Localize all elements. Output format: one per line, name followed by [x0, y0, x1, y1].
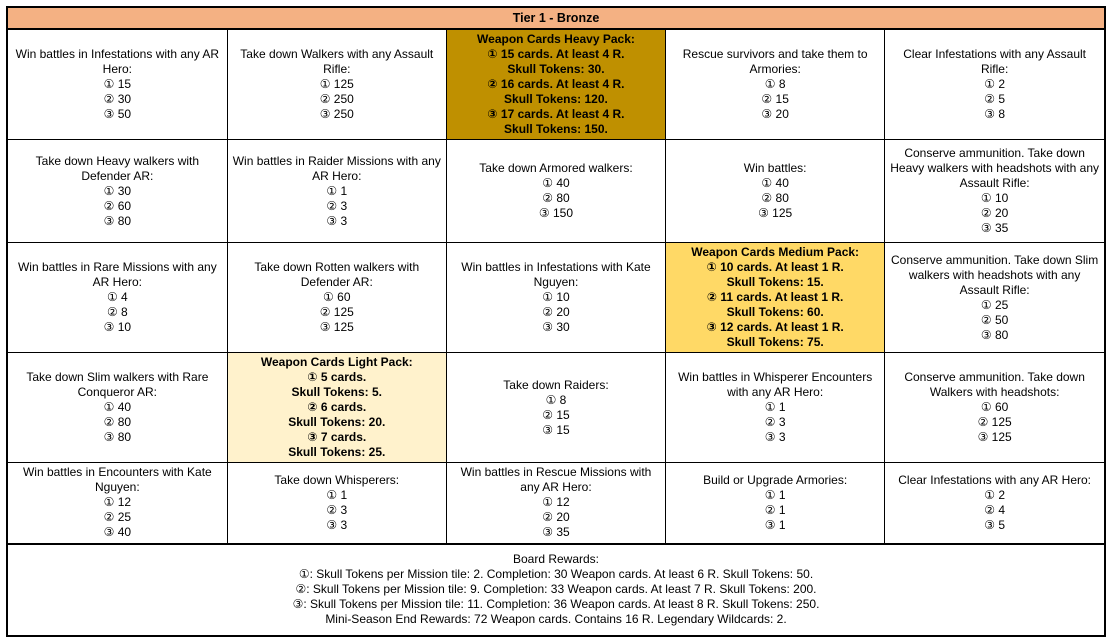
pack-reward-line: ③ 12 cards. At least 1 R.: [706, 320, 844, 334]
mission-reward-line: ① 8: [545, 392, 567, 407]
mission-reward-line: ① 2: [984, 487, 1005, 502]
board-reward-line-1: ①: Skull Tokens per Mission tile: 2. Completion: 30 Weapon cards. At least 6 R. Skull Tokens: 50.: [298, 566, 814, 581]
mission-reward-line: ③ 15: [542, 422, 570, 437]
mission-description: Win battles in Raider Missions with any AR Hero:: [232, 153, 441, 183]
mission-reward-line: ① 60: [323, 290, 351, 304]
mission-reward-line: ② 15: [542, 407, 570, 422]
mission-reward-line: ② 15: [761, 92, 789, 106]
mission-reward-line: ① 1: [326, 487, 348, 502]
mission-tile: [227, 243, 446, 353]
mission-reward-line: ① 125: [319, 77, 354, 91]
pack-reward-line: ② 16 cards. At least 4 R.: [487, 77, 625, 91]
mission-reward-line: ② 20: [980, 206, 1009, 220]
mission-reward-line: ① 12: [103, 495, 132, 510]
mission-reward-line: ③ 3: [764, 430, 786, 444]
pack-reward-line: Skull Tokens: 5.: [291, 385, 383, 399]
mission-grid-body: [8, 30, 1104, 543]
weapon-pack-tile-medium: [666, 243, 885, 353]
mission-reward-line: ② 60: [103, 198, 132, 213]
mission-reward-line: ① 2: [984, 77, 1005, 91]
mission-grid: [8, 30, 1104, 543]
pack-reward-line: ① 10 cards. At least 1 R.: [706, 260, 844, 274]
mission-reward-line: ② 30: [103, 92, 132, 106]
mission-description: Conserve ammunition. Take down Heavy walkers with headshots with any Assault Rifle:: [890, 146, 1099, 190]
mission-reward-line: ① 8: [764, 77, 786, 91]
weapon-pack-tile-light: [227, 353, 446, 463]
mission-description: Win battles in Whisperer Encounters with any AR Hero:: [678, 370, 873, 399]
mission-reward-line: ① 1: [764, 400, 786, 414]
mission-description: Take down Raiders:: [503, 377, 609, 392]
mission-reward-line: ① 40: [542, 176, 570, 190]
mission-tile: [8, 243, 227, 353]
mission-tile: [885, 30, 1104, 140]
mission-description: Clear Infestations with any Assault Rifle:: [903, 47, 1086, 76]
pack-reward-line: Skull Tokens: 120.: [504, 92, 608, 106]
mission-description: Take down Walkers with any Assault Rifle:: [240, 47, 434, 76]
mission-reward-line: ③ 3: [326, 213, 348, 228]
board-reward-line-3: ③: Skull Tokens per Mission tile: 11. Completion: 36 Weapon cards. At least 8 R. Skull Tokens: 250.: [292, 596, 820, 611]
mission-description: Win battles:: [743, 161, 807, 175]
mission-description: Conserve ammunition. Take down Walkers with headshots:: [904, 370, 1085, 399]
board-row: [8, 243, 1104, 353]
mission-description: Take down Heavy walkers with Defender AR:: [35, 153, 200, 183]
pack-reward-line: Skull Tokens: 75.: [726, 335, 824, 349]
mission-tile: [666, 30, 885, 140]
mission-description: Build or Upgrade Armories:: [703, 472, 848, 487]
mission-tile: [666, 140, 885, 243]
mission-reward-line: ③ 125: [977, 430, 1012, 444]
mission-reward-line: ① 30: [103, 183, 132, 198]
mission-tile: [885, 463, 1104, 543]
mission-board: [6, 6, 1106, 637]
mission-reward-line: ② 1: [764, 502, 786, 517]
mission-reward-line: ② 250: [319, 92, 354, 106]
mission-reward-line: ① 12: [542, 495, 570, 510]
mission-reward-line: ② 125: [319, 305, 354, 319]
pack-reward-line: ② 6 cards.: [307, 400, 367, 414]
mission-reward-line: ② 25: [103, 510, 132, 525]
mission-reward-line: ① 1: [764, 487, 786, 502]
mission-tile: [446, 353, 665, 463]
board-row: [8, 463, 1104, 543]
mission-reward-line: ③ 125: [319, 320, 354, 334]
board-reward-line-4: Mini-Season End Rewards: 72 Weapon cards. Contains 16 R. Legendary Wildcards: 2.: [325, 611, 787, 626]
mission-tile: [227, 463, 446, 543]
mission-reward-line: ③ 35: [980, 221, 1009, 235]
pack-reward-line: ① 5 cards.: [307, 370, 367, 384]
pack-reward-line: Skull Tokens: 30.: [507, 62, 605, 76]
mission-reward-line: ① 60: [980, 400, 1009, 414]
mission-tile: [227, 140, 446, 243]
mission-reward-line: ① 25: [980, 297, 1009, 312]
mission-reward-line: ① 15: [103, 77, 132, 91]
mission-reward-line: ② 80: [761, 191, 789, 205]
mission-reward-line: ③ 35: [542, 525, 570, 540]
mission-tile: [8, 30, 227, 140]
pack-title: Weapon Cards Heavy Pack:: [477, 32, 635, 46]
mission-description: Win battles in Rescue Missions with any AR Hero:: [460, 465, 652, 495]
mission-reward-line: ② 3: [326, 198, 348, 213]
mission-reward-line: ③ 5: [984, 517, 1005, 532]
board-rewards-title: Board Rewards:: [512, 551, 600, 566]
board-rewards-footer: [8, 543, 1104, 635]
mission-reward-line: ① 4: [106, 290, 128, 304]
board-row: [8, 353, 1104, 463]
mission-description: Conserve ammunition. Take down Slim walkers with headshots with any Assault Rifle:: [891, 252, 1099, 297]
mission-tile: [666, 353, 885, 463]
mission-description: Rescue survivors and take them to Armories:: [682, 47, 868, 76]
mission-description: Take down Rotten walkers with Defender AR:: [254, 260, 420, 289]
mission-reward-line: ② 50: [980, 312, 1009, 327]
pack-reward-line: Skull Tokens: 60.: [726, 305, 824, 319]
board-tier-header: Tier 1 - Bronze: [8, 8, 1104, 30]
mission-reward-line: ② 20: [542, 305, 570, 319]
mission-reward-line: ① 40: [103, 400, 132, 414]
board-reward-line-2: ②: Skull Tokens per Mission tile: 9. Completion: 33 Weapon cards. At least 7 R. Skull Tokens: 200.: [295, 581, 817, 596]
mission-description: Take down Whisperers:: [274, 472, 400, 487]
mission-reward-line: ② 4: [984, 502, 1005, 517]
mission-reward-line: ② 80: [103, 415, 132, 429]
mission-tile: [885, 243, 1104, 353]
mission-reward-line: ③ 150: [538, 206, 574, 220]
mission-tile: [666, 463, 885, 543]
mission-tile: [8, 353, 227, 463]
mission-reward-line: ② 125: [977, 415, 1012, 429]
pack-reward-line: ② 11 cards. At least 1 R.: [706, 290, 844, 304]
mission-tile: [227, 30, 446, 140]
mission-reward-line: ① 10: [542, 290, 570, 304]
mission-reward-line: ② 80: [542, 191, 570, 205]
mission-reward-line: ③ 80: [103, 430, 132, 444]
mission-reward-line: ② 3: [764, 415, 786, 429]
mission-reward-line: ③ 3: [326, 517, 348, 532]
mission-tile: [446, 140, 665, 243]
mission-reward-line: ① 40: [761, 176, 789, 190]
board-row: [8, 140, 1104, 243]
mission-reward-line: ③ 80: [103, 213, 132, 228]
mission-reward-line: ③ 1: [764, 517, 786, 532]
mission-description: Take down Armored walkers:: [479, 161, 633, 175]
mission-reward-line: ③ 250: [319, 107, 354, 121]
mission-tile: [446, 463, 665, 543]
mission-description: Win battles in Rare Missions with any AR Hero:: [17, 260, 217, 289]
mission-reward-line: ② 5: [984, 92, 1005, 106]
mission-tile: [446, 243, 665, 353]
mission-reward-line: ② 8: [106, 305, 128, 319]
mission-reward-line: ③ 80: [980, 327, 1009, 342]
pack-reward-line: ③ 17 cards. At least 4 R.: [487, 107, 625, 121]
mission-tile: [8, 463, 227, 543]
mission-description: Clear Infestations with any AR Hero:: [898, 472, 1091, 487]
pack-title: Weapon Cards Light Pack:: [260, 355, 413, 369]
mission-description: Win battles in Infestations with any AR Hero:: [15, 47, 220, 76]
mission-description: Win battles in Encounters with Kate Nguyen:: [22, 465, 212, 495]
pack-reward-line: ① 15 cards. At least 4 R.: [487, 47, 625, 61]
mission-reward-line: ③ 50: [103, 107, 132, 121]
mission-description: Win battles in Infestations with Kate Nguyen:: [461, 260, 651, 289]
mission-reward-line: ③ 40: [103, 525, 132, 540]
pack-reward-line: Skull Tokens: 150.: [504, 122, 608, 136]
mission-reward-line: ① 1: [326, 183, 348, 198]
mission-reward-line: ③ 30: [542, 320, 570, 334]
pack-reward-line: Skull Tokens: 25.: [288, 445, 386, 459]
pack-reward-line: ③ 7 cards.: [307, 430, 367, 444]
mission-tile: [885, 353, 1104, 463]
mission-reward-line: ① 10: [980, 191, 1009, 205]
mission-reward-line: ③ 20: [761, 107, 789, 121]
weapon-pack-tile-heavy: [446, 30, 665, 140]
mission-reward-line: ② 3: [326, 502, 348, 517]
mission-reward-line: ③ 8: [984, 107, 1005, 121]
pack-reward-line: Skull Tokens: 20.: [288, 415, 386, 429]
board-row: [8, 30, 1104, 140]
mission-reward-line: ③ 10: [103, 320, 132, 334]
pack-title: Weapon Cards Medium Pack:: [691, 245, 860, 259]
mission-reward-line: ② 20: [542, 510, 570, 525]
mission-reward-line: ③ 125: [758, 206, 793, 220]
mission-description: Take down Slim walkers with Rare Conqueror AR:: [26, 370, 209, 399]
mission-tile: [885, 140, 1104, 243]
mission-tile: [8, 140, 227, 243]
pack-reward-line: Skull Tokens: 15.: [726, 275, 824, 289]
